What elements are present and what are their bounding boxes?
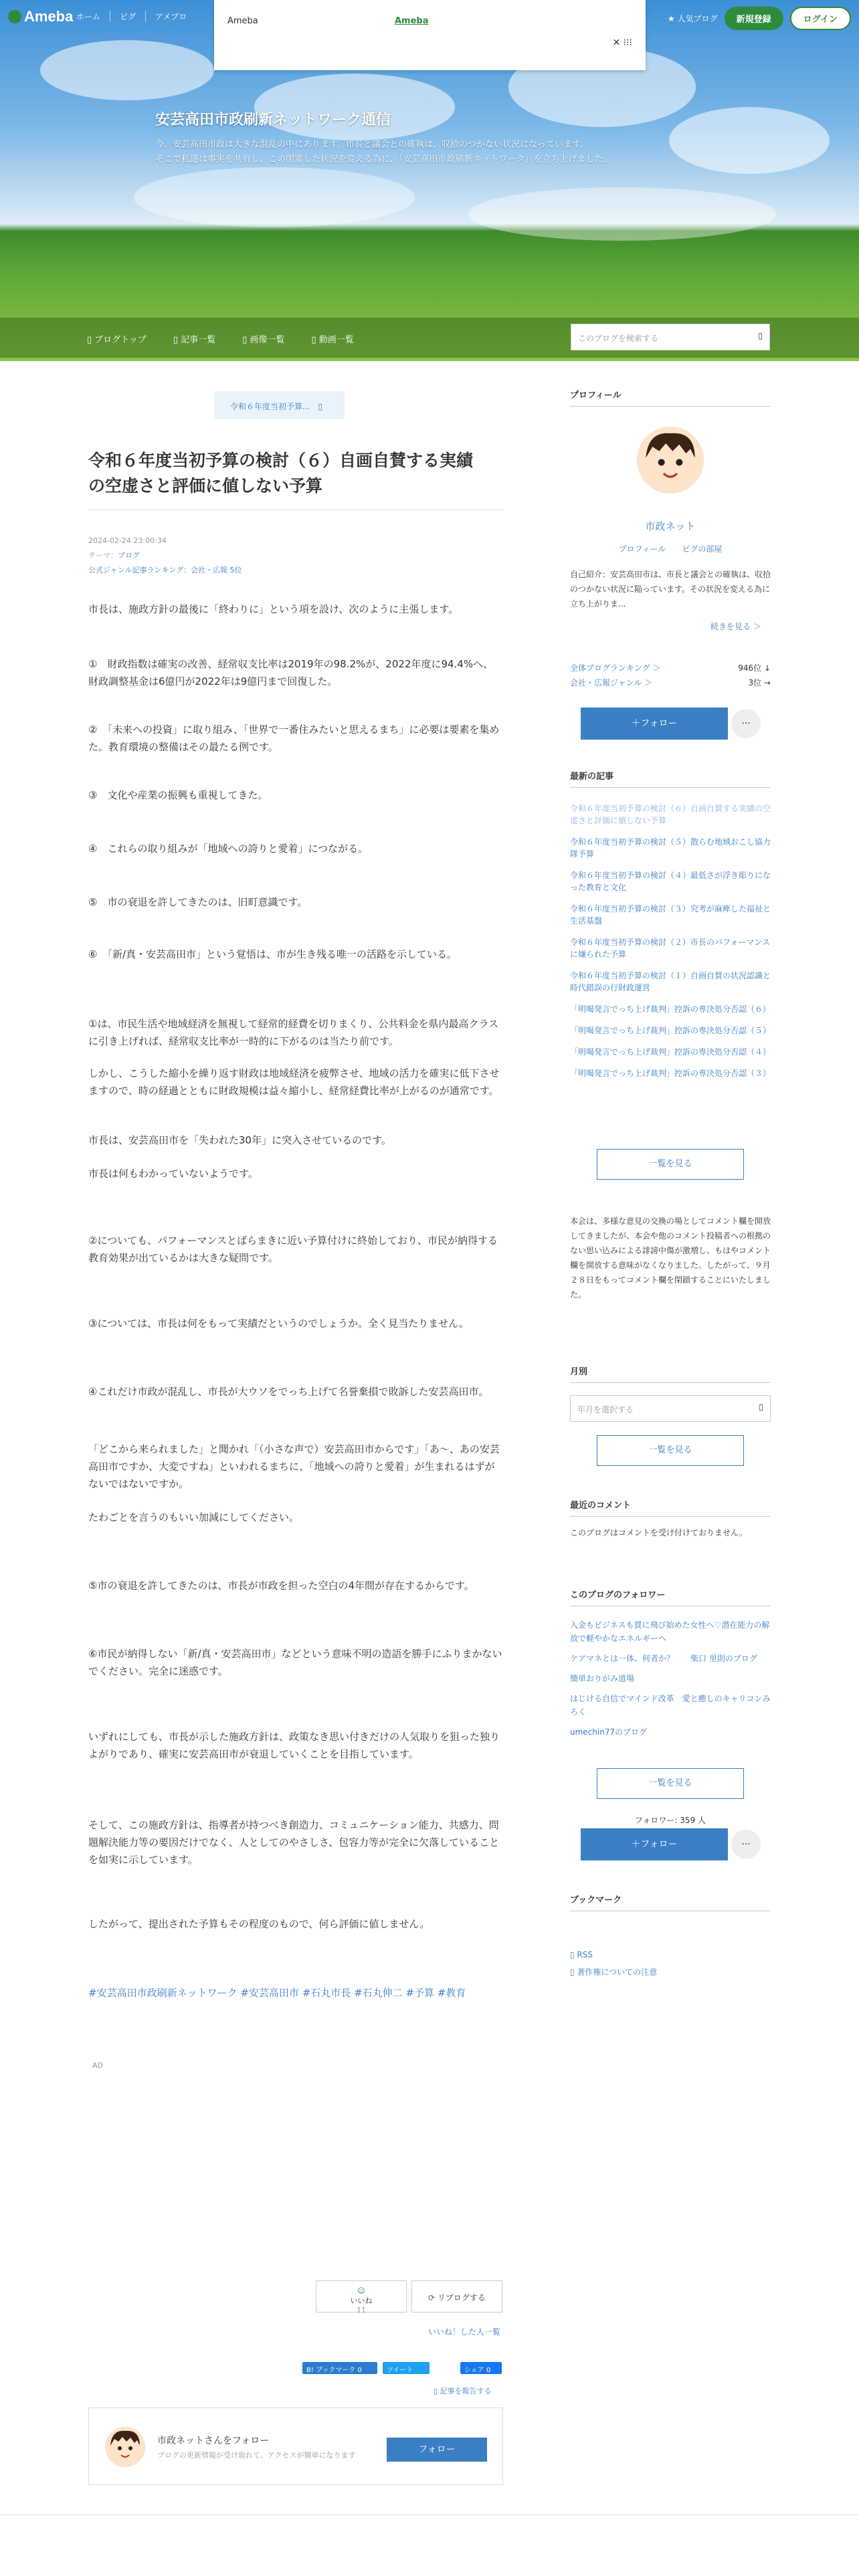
page-title xyxy=(88,448,503,499)
register-button[interactable]: 新規登録 xyxy=(725,7,783,30)
genre-ranking-link[interactable]: 公式ジャンル記事ランキング：会社・広報 5位 xyxy=(88,566,242,574)
follow-button[interactable]: ＋フォロー xyxy=(581,708,728,740)
search-icon[interactable]: ▯ xyxy=(758,331,763,340)
footer-divider xyxy=(0,2514,859,2515)
profile-description: 自己紹介：安芸高田市は、市長と議会との確執は、収拾のつかない状況に陥っています。その状況を変える為に立ち上がりま... xyxy=(570,570,771,609)
ranking-label: 全体ブログランキング ＞ xyxy=(570,663,661,673)
follow-button[interactable]: フォロー xyxy=(387,2438,487,2462)
hatena-bookmark-button[interactable]: B! ブックマーク 0 xyxy=(302,2362,377,2374)
copyright-link[interactable]: ▯ 著作権についての注意 xyxy=(570,1967,658,1977)
avatar xyxy=(105,2427,145,2467)
facebook-share-button[interactable]: シェア 0 xyxy=(460,2362,502,2374)
recent-entry-link[interactable]: 令和６年度当初予算の検討（５）散らむ地域おこし協力隊予算 xyxy=(570,837,771,859)
ranking-label: 会社・広報ジャンル ＞ xyxy=(570,678,653,687)
blog-description xyxy=(155,138,612,167)
nav-image-list[interactable]: ▯ 画像一覧 xyxy=(242,332,284,345)
recent-entry-link[interactable]: 「明喝発言でっち上げ裁判」控訴の専決処分否認（５） xyxy=(570,1026,771,1035)
search-input[interactable] xyxy=(571,324,770,350)
profile-name[interactable]: 市政ネット xyxy=(645,520,696,532)
ameba-logo-icon xyxy=(8,10,21,23)
top-right-actions xyxy=(668,7,851,30)
followers-list-button[interactable]: 一覧を見る xyxy=(597,1768,744,1799)
paragraph: たわごとを言うのもいい加減にしてください。 xyxy=(88,1511,300,1523)
paragraph: ⑥ 「新/真・安芸高田市」という覚悟は、市が生き残る唯一の活路を示している。 xyxy=(88,948,458,960)
paragraph: ② 「未来への投資」に取り組み、「世界で一番住みたいと思えるまち」に必要は要素を集めた。教育環境の整備はその最たる例です。 xyxy=(88,724,500,753)
paragraph: そして、この施政方針は、指導者が持つべき創造力、コミュニケーション能力、共感力、問題解決能力等の要因だけでなく、人としてのやさしさ、包容力等が完全に欠落していることを如実に示しています。 xyxy=(88,1819,500,1866)
hashtag[interactable]: #安芸高田市政刷新ネットワーク xyxy=(88,1987,237,1999)
reblog-icon: ⟳ xyxy=(428,2293,438,2302)
blog-description-line: 今、安芸高田市政は大きな混乱の中にあります。市長と議会との確執は、収拾のつかない状況になっています。 xyxy=(155,140,589,150)
paragraph: 市長は何もわかっていないようです。 xyxy=(88,1168,258,1180)
close-icon[interactable]: ✕ ⁝⁝⁝ xyxy=(612,37,632,48)
follow-card-title: 市政ネットさんをフォロー xyxy=(157,2436,270,2446)
rss-link[interactable]: ▯ RSS xyxy=(570,1950,593,1959)
recent-entry-link[interactable]: 「明喝発言でっち上げ裁判」控訴の専決処分否認（６） xyxy=(570,1004,771,1014)
entry-date: 2024-02-24 23:00:34 xyxy=(88,536,167,545)
blog-title[interactable]: 安芸高田市政刷新ネットワーク通信 xyxy=(155,112,391,128)
overall-ranking[interactable] xyxy=(570,662,771,675)
paragraph: ③については、市長は何をもって実績だというのでしょうか。全く見当たりません。 xyxy=(88,1317,470,1329)
recent-entries-list xyxy=(570,802,771,1089)
popular-blog-link[interactable]: ★ 人気ブログ xyxy=(668,14,718,23)
paragraph: ②についても、パフォーマンスとばらまきに近い予算付けに終始しており、市民が納得する教育効果が出ているかは大きな疑問です。 xyxy=(88,1235,498,1264)
ad-popup xyxy=(214,0,646,70)
entry-meta xyxy=(88,534,242,578)
report-label: 記事を報告する xyxy=(440,2387,492,2395)
paragraph: ① 財政指数は確実の改善、経常収支比率は2019年の98.2%が、2022年度に94.4%へ、財政調整基金は6億円が2022年は9億円まで回復した。 xyxy=(88,658,494,687)
paragraph: ⑤ 市の衰退を許してきたのは、旧町意識です。 xyxy=(88,896,308,908)
avatar[interactable] xyxy=(637,427,704,494)
follow-button-bottom[interactable]: ＋フォロー xyxy=(581,1828,728,1860)
nav-home[interactable]: ホーム xyxy=(76,12,101,21)
follower-link[interactable]: 簡単おりがみ道場 xyxy=(570,1674,635,1683)
hashtag[interactable]: #安芸高田市 xyxy=(240,1987,299,1999)
like-label: いいね xyxy=(350,2296,373,2305)
follow-card xyxy=(88,2407,503,2485)
paragraph: 「どこから来られました」と聞かれ「（小さな声で）安芸高田市からです」「あ〜、あの安芸高田市ですか、大変ですね」といわれるまちに、「地域への誇りと愛着」が生まれるはずがないではないですか。 xyxy=(88,1443,500,1490)
hashtag[interactable]: #教育 xyxy=(437,1987,466,1999)
nav-ameblo[interactable]: アメブロ xyxy=(145,11,196,22)
follower-link[interactable]: 入金もビジネスも買に飛び始めた女性へ♡潜在能力の解放で軽やかなエネルギーへ xyxy=(570,1620,770,1643)
hashtag[interactable]: #石丸伸二 xyxy=(354,1987,403,1999)
paragraph: ①は、市民生活や地域経済を無視して経常的経費を切りまくり、公共料金を県内最高クラスに引き上げれば、経常収支比率が一時的に下がるのは当たり前です。 xyxy=(88,1018,499,1047)
popup-link[interactable]: Ameba xyxy=(395,16,429,26)
recent-entry-link[interactable]: 「明喝発言でっち上げ裁判」控訴の専決処分否認（４） xyxy=(570,1047,771,1057)
bookmark-heading: ブックマーク xyxy=(570,1893,771,1911)
report-link[interactable]: ▯ 記事を報告する xyxy=(434,2387,492,2395)
logo-text: Ameba xyxy=(24,8,74,25)
comments-disabled-text: このブログはコメントを受け付けておりません。 xyxy=(570,1528,747,1537)
login-button[interactable]: ログイン xyxy=(790,7,851,30)
recent-entry-link[interactable]: 「明喝発言でっち上げ裁判」控訴の専決処分否認（３） xyxy=(570,1069,771,1078)
month-select[interactable] xyxy=(570,1395,771,1422)
ranking-value: 946位 ↓ xyxy=(738,663,771,673)
recent-entry-link[interactable]: 令和６年度当初予算の検討（４）最低さが浮き彫りになった教育と文化 xyxy=(570,871,771,892)
popular-label: 人気ブログ xyxy=(677,14,718,23)
popup-text: Ameba xyxy=(227,16,258,26)
reblog-button[interactable] xyxy=(411,2280,502,2313)
paragraph: いずれにしても、市長が示した施政方針は、政策なき思い付きだけの人気取りを狙った独りよがりであり、確実に安芸高田市が衰退していくことを目指しています。 xyxy=(88,1731,500,1760)
hashtags xyxy=(88,1983,503,2003)
entry-list-button[interactable]: 一覧を見る xyxy=(597,1149,744,1180)
theme-link[interactable]: ブログ xyxy=(118,551,140,560)
title-line: 令和６年度当初予算の検討（６）自画自賛する実績 xyxy=(88,451,474,470)
paragraph: したがって、提出された予算もその程度のもので、何ら評価に値しません。 xyxy=(88,1918,430,1930)
hashtag[interactable]: #石丸市長 xyxy=(302,1987,351,1999)
month-select-placeholder: 年月を選択する xyxy=(577,1405,634,1414)
paragraph: ⑥市民が納得しない「新/真・安芸高田市」などという意味不明の造語を勝手にふりまかないでください。完全に迷惑です。 xyxy=(88,1648,502,1677)
profile-links[interactable]: プロフィール ピグの部屋 xyxy=(618,544,723,554)
read-more-link[interactable]: 続きを見る ＞ xyxy=(710,622,761,631)
follower-link[interactable]: ケアマネとは一体、何者か？ 柴口 里則のブログ xyxy=(570,1654,757,1663)
liked-by-link[interactable]: いいね！した人一覧 xyxy=(428,2327,501,2337)
tweet-button[interactable]: ツイート xyxy=(383,2362,430,2374)
paragraph: ④ これらの取り組みが「地域への誇りと愛着」につながる。 xyxy=(88,843,369,855)
monthly-list-button[interactable]: 一覧を見る xyxy=(597,1435,744,1466)
search-placeholder: このブログを検索する xyxy=(578,334,659,343)
hashtag[interactable]: #予算 xyxy=(405,1987,435,1999)
comment-notice: 本会は、多様な意見の交換の場としてコメント欄を開放してきましたが、本会や他のコメント投稿者への根拠のない思い込みによる誹謗中傷が激増し、もはやコメント欄を開放する意味がなくなりました。したがって、９月２８日をもってコメント欄を閉鎖することにいたしました。 xyxy=(570,1216,771,1299)
genre-ranking[interactable] xyxy=(570,677,771,690)
recent-entries-heading: 最新の記事 xyxy=(570,769,771,788)
recent-comments-heading: 最近のコメント xyxy=(570,1498,771,1517)
paragraph: ④これだけ市政が混乱し、市長が大ウソをでっち上げて名誉棄損で敗訴した安芸高田市。 xyxy=(88,1386,489,1398)
paragraph: ⑤市の衰退を許してきたのは、市長が市政を担った空白の4年間が存在するからです。 xyxy=(88,1580,474,1592)
follow-card-subtitle: ブログの更新情報が受け取れて、アクセスが簡単になります xyxy=(157,2451,356,2460)
paragraph: しかし、こうした縮小を繰り返す財政は地域経済を疲弊させ、地域の活力を確実に低下させますので、時の経過とともに財政規模は益々縮小し、経常経費比率が上がるのが通常です。 xyxy=(88,1067,500,1097)
follower-count: フォロワー: 359 人 xyxy=(635,1816,706,1825)
followers-heading: このブログのフォロワー xyxy=(570,1588,771,1606)
like-count: 11 xyxy=(357,2306,366,2315)
paragraph: ③ 文化や産業の振興も重視してきた。 xyxy=(88,789,268,801)
followers-list xyxy=(570,1618,771,1745)
nav-blog-top[interactable]: ▯ ブログトップ xyxy=(87,332,147,345)
recent-entry-link[interactable]: 令和６年度当初予算の検討（１）自画自賛の状況認識と時代錯誤の行財政運営 xyxy=(570,971,771,992)
paragraph: 市長は、安芸高田市を「失われた30年」に突入させているのです。 xyxy=(88,1134,391,1146)
recent-entry-link[interactable]: 令和６年度当初予算の検討（６）自画自賛する実績の空虚さと評価に値しない予算 xyxy=(570,804,771,825)
ameba-logo[interactable] xyxy=(8,8,73,25)
like-button[interactable] xyxy=(316,2280,407,2313)
nav-video-list[interactable]: ▯ 動画一覧 xyxy=(312,332,354,345)
recent-entry-link[interactable]: 令和６年度当初予算の検討（３）究考が麻痺した福祉と生活基盤 xyxy=(570,904,771,926)
ranking-value: 3位 → xyxy=(748,678,771,687)
chevron-down-icon: ▯ xyxy=(759,1402,763,1412)
reblog-label: リブログする xyxy=(437,2293,486,2302)
bookmark-list xyxy=(570,1946,771,1981)
top-nav xyxy=(67,11,196,22)
title-line: の空虚さと評価に値しない予算 xyxy=(88,476,323,496)
more-options-button[interactable]: ··· xyxy=(731,709,761,738)
recent-entry-link[interactable]: 令和６年度当初予算の検討（２）市長のパフォーマンスに嫌られた予算 xyxy=(570,938,771,959)
nav-pigg[interactable]: ピグ xyxy=(110,11,145,22)
prev-entry-link[interactable]: 令和６年度当初予算... ▯ xyxy=(214,391,345,419)
follower-link[interactable]: はじける自信でマインド改革 愛と癒しのキャリコンみろく xyxy=(570,1694,771,1717)
paragraph: 市長は、施政方針の最後に「終わりに」という項を設け、次のように主張します。 xyxy=(88,603,459,615)
more-options-button[interactable]: ··· xyxy=(731,1830,761,1859)
profile-heading: プロフィール xyxy=(570,388,771,407)
theme-label: テーマ： xyxy=(88,551,118,560)
blog-description-line: そこで私達は事実を共有し、この閉塞した状況を変える為に、「安芸高田市政刷新ネットワーク」を立ち上げました。 xyxy=(155,154,612,165)
ad-label: AD xyxy=(92,2061,103,2070)
smile-icon: ☺ xyxy=(357,2286,365,2295)
monthly-heading: 月別 xyxy=(570,1364,771,1383)
nav-entry-list[interactable]: ▯ 記事一覧 xyxy=(173,332,215,345)
follower-link[interactable]: umechin77のブログ xyxy=(570,1727,648,1737)
